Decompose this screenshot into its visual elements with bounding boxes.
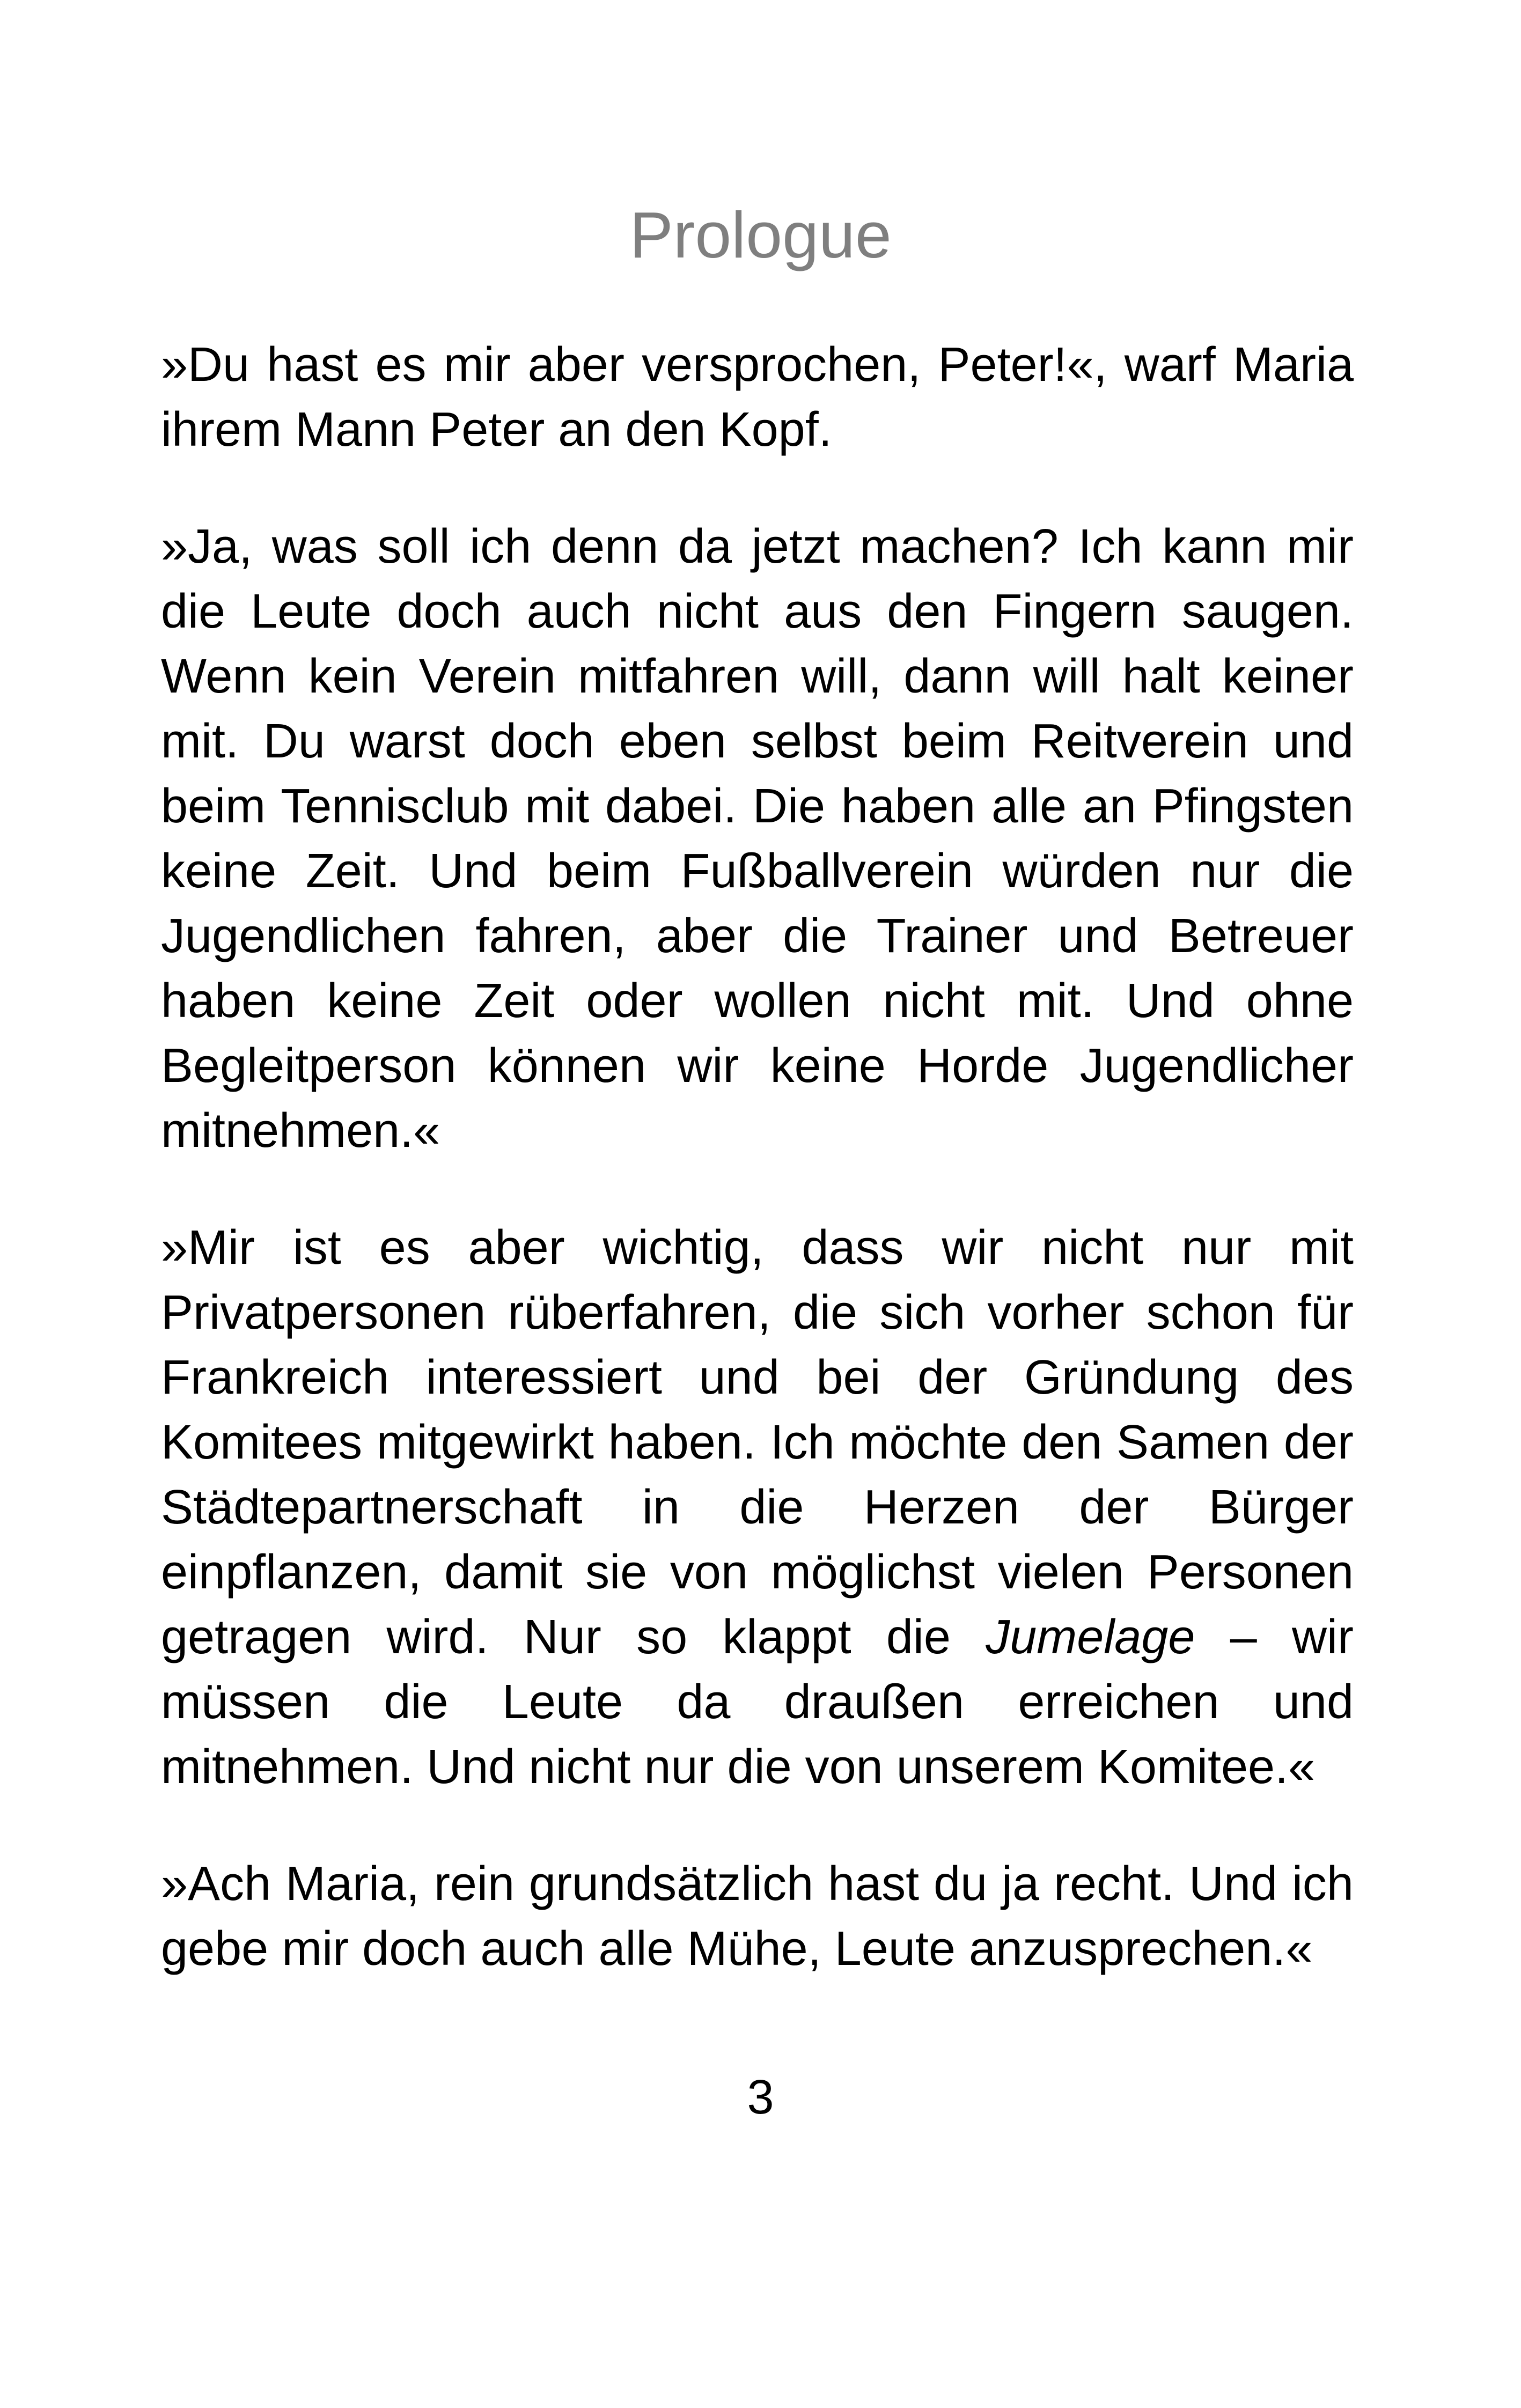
chapter-title: Prologue — [629, 198, 892, 271]
paragraph-3-text-before: »Mir ist es aber wichtig, dass wir nicht nur mit Privatpersonen rüberfahren, die sich vorher schon für Frankreich interessiert und bei der Gründung des Komitees mitgewirkt haben. Ich möchte den Samen der Städtepartnerschaft in die Herzen der Bürger einpflanzen, damit sie von möglichst vielen Personen getragen wird. Nur so klappt die — [161, 1221, 1354, 1664]
paragraph-3-emphasis: Jumelage — [986, 1610, 1195, 1664]
paragraph-1: »Du hast es mir aber versprochen, Peter!«, warf Maria ihrem Mann Peter an den Kopf. — [161, 338, 1354, 456]
paragraph-4: »Ach Maria, rein grundsätzlich hast du ja recht. Und ich gebe mir doch auch alle Mühe, Leute anzusprechen.« — [161, 1857, 1354, 1976]
paragraph-2: »Ja, was soll ich denn da jetzt machen? Ich kann mir die Leute doch auch nicht aus den Fingern saugen. Wenn kein Verein mitfahren will, dann will halt keiner mit. Du warst doch eben selbst beim Reitverein und beim Tennisclub mit dabei. Die haben alle an Pfingsten keine Zeit. Und beim Fußballverein würden nur die Jugendlichen fahren, aber die Trainer und Betreuer haben keine Zeit oder wollen nicht mit. Und ohne Begleitperson können wir keine Horde Jugendlicher mitnehmen.« — [161, 520, 1354, 1158]
paragraph-3-text-after: – wir müssen die Leute da draußen erreichen und mitnehmen. Und nicht nur die von unserem Komitee.« — [161, 1610, 1354, 1794]
paragraph-3 — [161, 1216, 1354, 1800]
page-number: 3 — [747, 2071, 774, 2124]
chapter-body — [161, 333, 1354, 2034]
